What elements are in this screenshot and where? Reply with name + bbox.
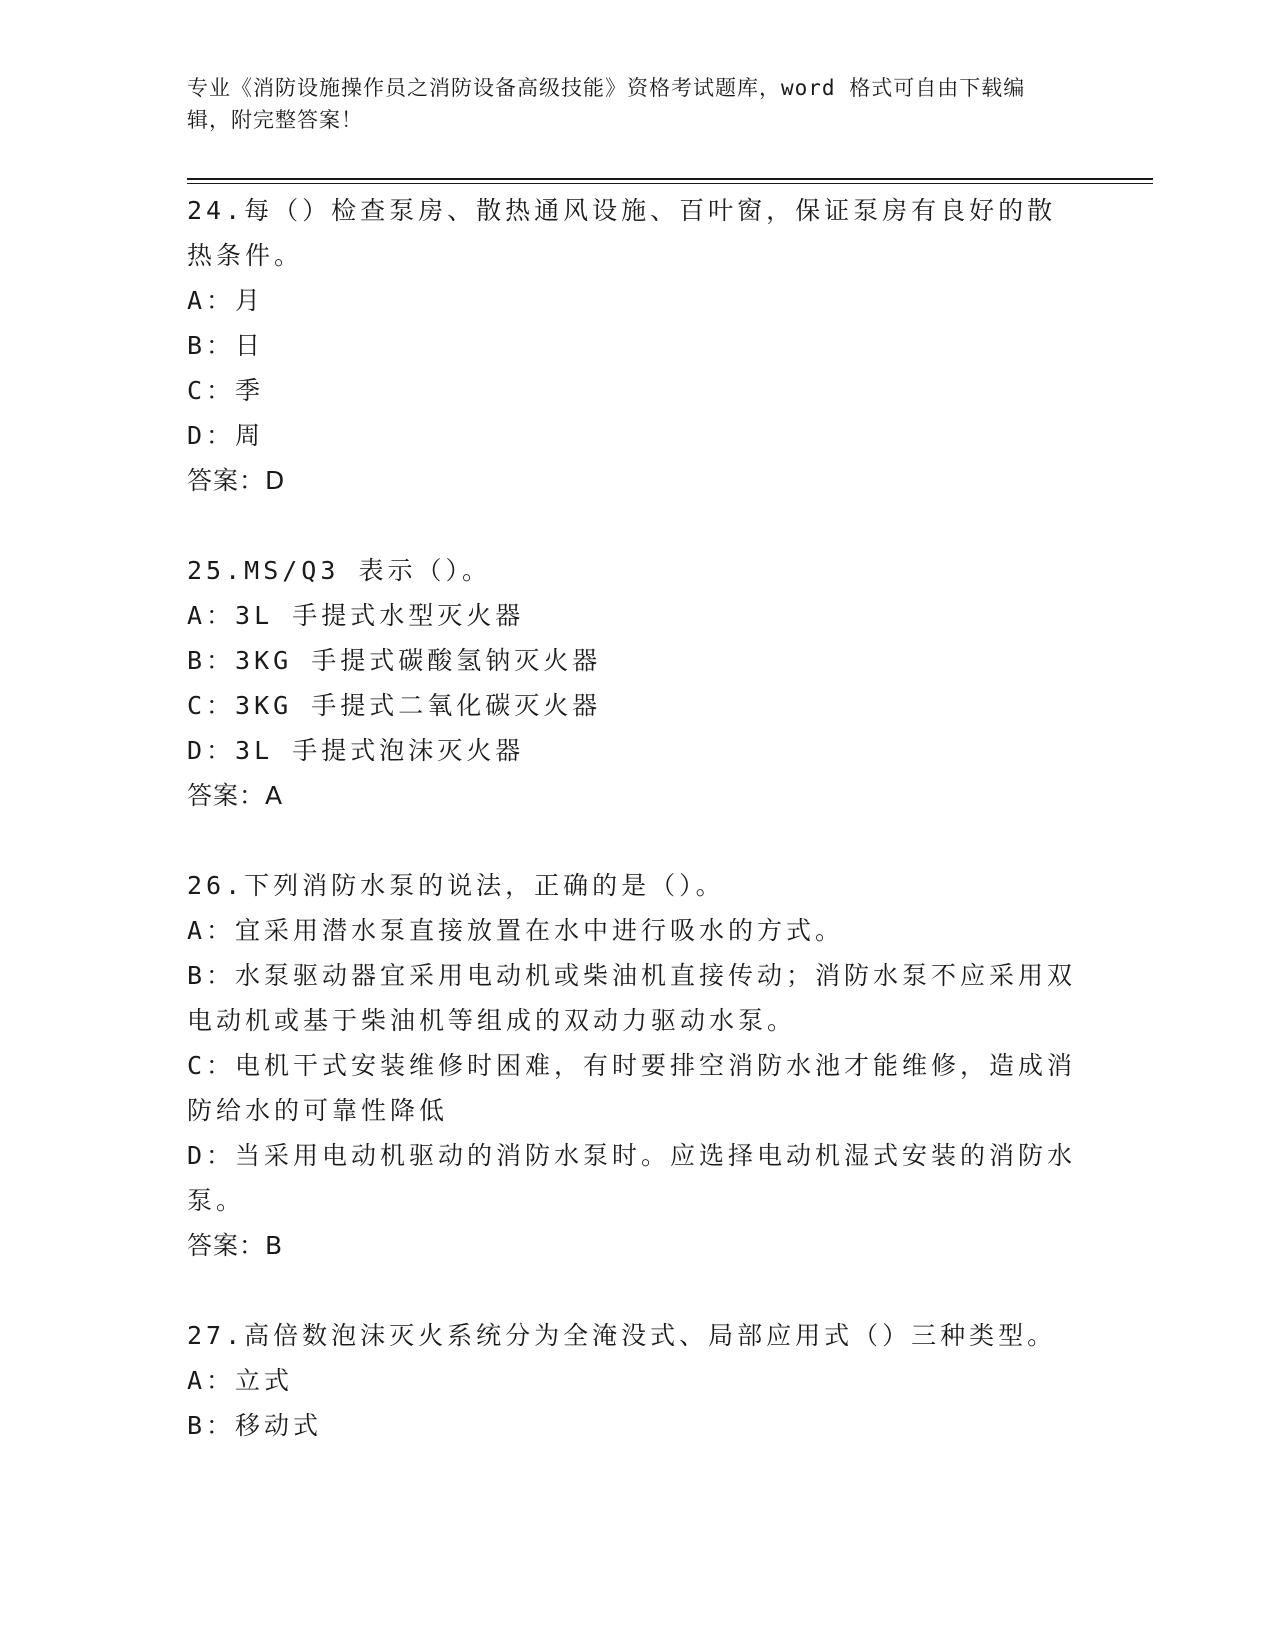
question-27 [187, 1313, 1077, 1448]
question-26 [187, 863, 1077, 1268]
document-header: 专业《消防设施操作员之消防设备高级技能》资格考试题库，word 格式可自由下载编辑，附完整答案！ [187, 76, 1026, 132]
question-stem: 24.每（）检查泵房、散热通风设施、百叶窗，保证泵房有良好的散热条件。 [187, 196, 1057, 270]
option-d: D：3L 手提式泡沫灭火器 [187, 736, 525, 765]
question-stem: 25.MS/Q3 表示（）。 [187, 556, 491, 585]
option-b: B：水泵驱动器宜采用电动机或柴油机直接传动；消防水泵不应采用双电动机或基于柴油机等组成的双动力驱动水泵。 [187, 961, 1077, 1035]
option-d: D：当采用电动机驱动的消防水泵时。应选择电动机湿式安装的消防水泵。 [187, 1141, 1077, 1215]
question-stem: 27.高倍数泡沫灭火系统分为全淹没式、局部应用式（）三种类型。 [187, 1321, 1057, 1350]
answer-line: 答案：D [187, 466, 286, 495]
option-c: C：季 [187, 376, 265, 405]
question-25 [187, 548, 1077, 818]
option-d: D：周 [187, 421, 265, 450]
option-b: B：移动式 [187, 1411, 323, 1440]
question-list [187, 188, 1077, 1493]
header-divider-thin [187, 183, 1153, 184]
option-b: B：3KG 手提式碳酸氢钠灭火器 [187, 646, 602, 675]
option-c: C：电机干式安装维修时困难，有时要排空消防水池才能维修，造成消防给水的可靠性降低 [187, 1051, 1077, 1125]
option-a: A：3L 手提式水型灭火器 [187, 601, 525, 630]
question-stem: 26.下列消防水泵的说法，正确的是（）。 [187, 871, 725, 900]
answer-line: 答案：A [187, 781, 284, 810]
answer-line: 答案：B [187, 1231, 284, 1260]
option-c: C：3KG 手提式二氧化碳灭火器 [187, 691, 602, 720]
header-divider-thick [187, 178, 1153, 180]
option-b: B：日 [187, 331, 265, 360]
option-a: A：立式 [187, 1366, 294, 1395]
option-a: A：宜采用潜水泵直接放置在水中进行吸水的方式。 [187, 916, 845, 945]
option-a: A：月 [187, 286, 265, 315]
question-24 [187, 188, 1077, 503]
